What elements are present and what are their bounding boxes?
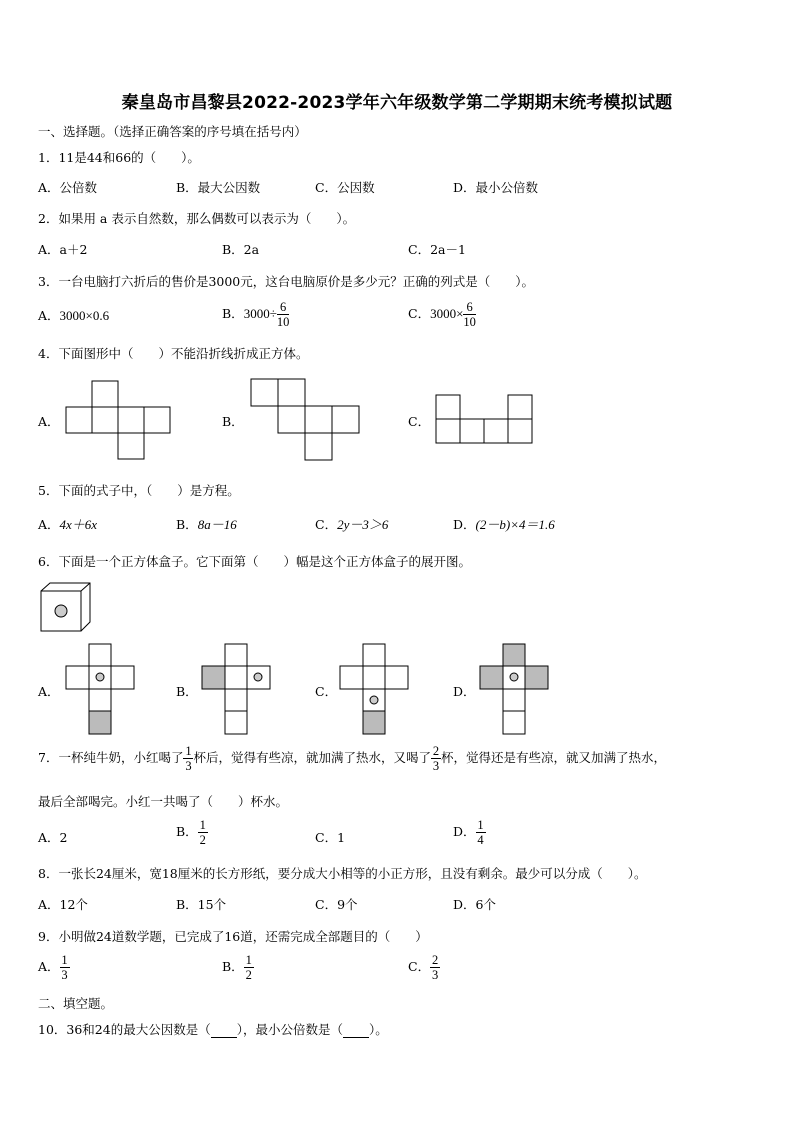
- q4-option-a: A．: [38, 414, 60, 429]
- fraction-numerator: 1: [199, 818, 206, 832]
- q4-option-b: B．: [222, 414, 244, 429]
- q6-net-d-figure: [480, 644, 550, 736]
- q6-net-c-figure: [340, 644, 410, 736]
- q5-option-d: [453, 514, 555, 533]
- fraction-denominator: 10: [276, 315, 290, 329]
- q7-option-a: A．2: [38, 830, 68, 845]
- q7-stem-part3: 杯，觉得还是有些凉，就又加满了热水，: [440, 750, 666, 765]
- q8-option-d: D．6个: [453, 897, 496, 912]
- question-6: 6．下面是一个正方体盒子。它下面第（ ）幅是这个正方体盒子的展开图。: [38, 554, 471, 569]
- q3-option-b-label: B．: [222, 306, 244, 321]
- question-7: [38, 744, 666, 773]
- question-3: 3．一台电脑打六折后的售价是3000元，这台电脑原价是多少元？正确的列式是（ ）。: [38, 274, 535, 289]
- q5-option-c-label: C．: [315, 517, 338, 532]
- q8-option-a: A．12个: [38, 897, 88, 912]
- q9-option-b-fraction: [244, 953, 254, 982]
- q5-option-a-expr: 4x＋6x: [59, 517, 98, 532]
- q5-option-d-label: D．: [453, 517, 476, 532]
- q7-option-b-label: B．: [176, 824, 198, 839]
- q7-option-b: [176, 818, 208, 847]
- q9-option-a-label: A．: [38, 959, 60, 974]
- q3-option-b-expr: 3000÷: [243, 306, 277, 321]
- q1-option-c: C．公因数: [315, 180, 375, 195]
- q7-option-d-fraction: [476, 818, 486, 847]
- q5-option-d-expr: (2－b)×4＝1.6: [475, 517, 555, 532]
- fraction-numerator: 2: [431, 953, 439, 967]
- question-10: [38, 1020, 388, 1038]
- q3-option-c-fraction: [463, 300, 476, 329]
- q2-option-c: C．2a－1: [408, 242, 466, 257]
- fraction-numerator: 6: [466, 300, 473, 314]
- question-9: 9．小明做24道数学题，已完成了16道，还需完成全部题目的（ ）: [38, 929, 428, 944]
- q9-option-b-label: B．: [222, 959, 244, 974]
- q6-option-c: C．: [315, 684, 338, 699]
- q9-option-b: [222, 953, 254, 982]
- section-heading-fill-in: 二、填空题。: [38, 996, 114, 1011]
- q7-option-c: C．1: [315, 830, 346, 845]
- q6-option-d: D．: [453, 684, 476, 699]
- answer-blank-gcd[interactable]: [211, 1025, 237, 1038]
- fraction-denominator: 2: [245, 968, 252, 982]
- q7-fraction-2: [431, 744, 441, 773]
- q9-option-a: [38, 953, 70, 982]
- q6-option-a: A．: [38, 684, 60, 699]
- q1-option-d: D．最小公倍数: [453, 180, 539, 195]
- q3-option-b: [222, 300, 289, 329]
- q9-option-c-fraction: [430, 953, 440, 982]
- fraction-denominator: 3: [185, 759, 192, 773]
- q2-option-b: B．2a: [222, 242, 260, 257]
- q3-option-a-label: A．: [38, 308, 60, 323]
- q5-option-b: [176, 514, 237, 533]
- section-heading-choice: 一、选择题。（选择正确答案的序号填在括号内）: [38, 124, 307, 139]
- q6-option-b: B．: [176, 684, 198, 699]
- q5-option-a-label: A．: [38, 517, 60, 532]
- q5-option-b-expr: 8a－16: [197, 517, 237, 532]
- fraction-numerator: 6: [279, 300, 287, 314]
- q6-net-b-figure: [202, 644, 272, 736]
- q7-stem-part1: 7．一杯纯牛奶，小红喝了: [38, 750, 184, 765]
- q3-option-a: [38, 300, 109, 324]
- q6-cube-figure: [40, 582, 94, 632]
- fraction-numerator: 1: [185, 744, 192, 758]
- q5-option-c: [315, 514, 388, 533]
- q8-option-b: B．15个: [176, 897, 227, 912]
- q9-option-c: [408, 953, 440, 982]
- q8-option-c: C．9个: [315, 897, 358, 912]
- fraction-denominator: 3: [432, 759, 440, 773]
- q10-part2: ），最小公倍数是（: [236, 1022, 343, 1037]
- q4-option-c: C．: [408, 414, 431, 429]
- fraction-denominator: 2: [199, 833, 206, 847]
- page-title: 秦皇岛市昌黎县2022-2023学年六年级数学第二学期期末统考模拟试题: [121, 93, 673, 113]
- fraction-numerator: 1: [477, 818, 484, 832]
- fraction-denominator: 3: [61, 968, 68, 982]
- fraction-denominator: 10: [463, 315, 476, 329]
- q7-option-d: [453, 818, 486, 847]
- q10-part3: ）。: [368, 1022, 388, 1037]
- q6-net-a-figure: [66, 644, 136, 736]
- answer-blank-lcm[interactable]: [343, 1025, 369, 1038]
- q4-net-c-figure: [436, 395, 536, 445]
- q7-stem-part2: 杯后，觉得有些凉，就加满了热水，又喝了: [193, 750, 431, 765]
- question-8: 8．一张长24厘米，宽18厘米的长方形纸，要分成大小相等的小正方形，且没有剩余。最少可以分成（ ）。: [38, 866, 647, 881]
- q5-option-a: [38, 514, 97, 533]
- question-2: 2．如果用 a 表示自然数，那么偶数可以表示为（ ）。: [38, 211, 356, 226]
- fraction-numerator: 1: [61, 953, 68, 967]
- question-5: 5．下面的式子中，（ ）是方程。: [38, 483, 240, 498]
- q10-part1: 10．36和24的最大公因数是（: [38, 1022, 211, 1037]
- question-7-line2: 最后全部喝完。小红一共喝了（ ）杯水。: [38, 794, 289, 809]
- q3-option-b-fraction: [277, 300, 290, 329]
- q4-net-b-figure: [251, 379, 361, 461]
- q9-option-a-fraction: [60, 953, 70, 982]
- q3-option-c-expr: 3000×: [430, 306, 464, 321]
- q5-option-b-label: B．: [176, 517, 198, 532]
- q4-net-a-figure: [66, 381, 172, 461]
- q1-option-a: A．公倍数: [38, 180, 98, 195]
- fraction-numerator: 2: [432, 744, 440, 758]
- q7-option-d-label: D．: [453, 824, 476, 839]
- q1-option-b: B．最大公因数: [176, 180, 261, 195]
- question-1: 1．11是44和66的（ ）。: [38, 150, 200, 165]
- q3-option-c-label: C．: [408, 306, 431, 321]
- q5-option-c-expr: 2y－3＞6: [337, 517, 389, 532]
- fraction-denominator: 4: [477, 833, 484, 847]
- question-4: 4．下面图形中（ ）不能沿折线折成正方体。: [38, 346, 309, 361]
- q3-option-c: [408, 300, 476, 329]
- q7-fraction-1: [183, 744, 193, 773]
- q9-option-c-label: C．: [408, 959, 431, 974]
- fraction-denominator: 3: [431, 968, 439, 982]
- q2-option-a: A．a＋2: [38, 242, 88, 257]
- fraction-numerator: 1: [245, 953, 252, 967]
- q7-option-b-fraction: [198, 818, 208, 847]
- q3-option-a-expr: 3000×0.6: [59, 308, 110, 323]
